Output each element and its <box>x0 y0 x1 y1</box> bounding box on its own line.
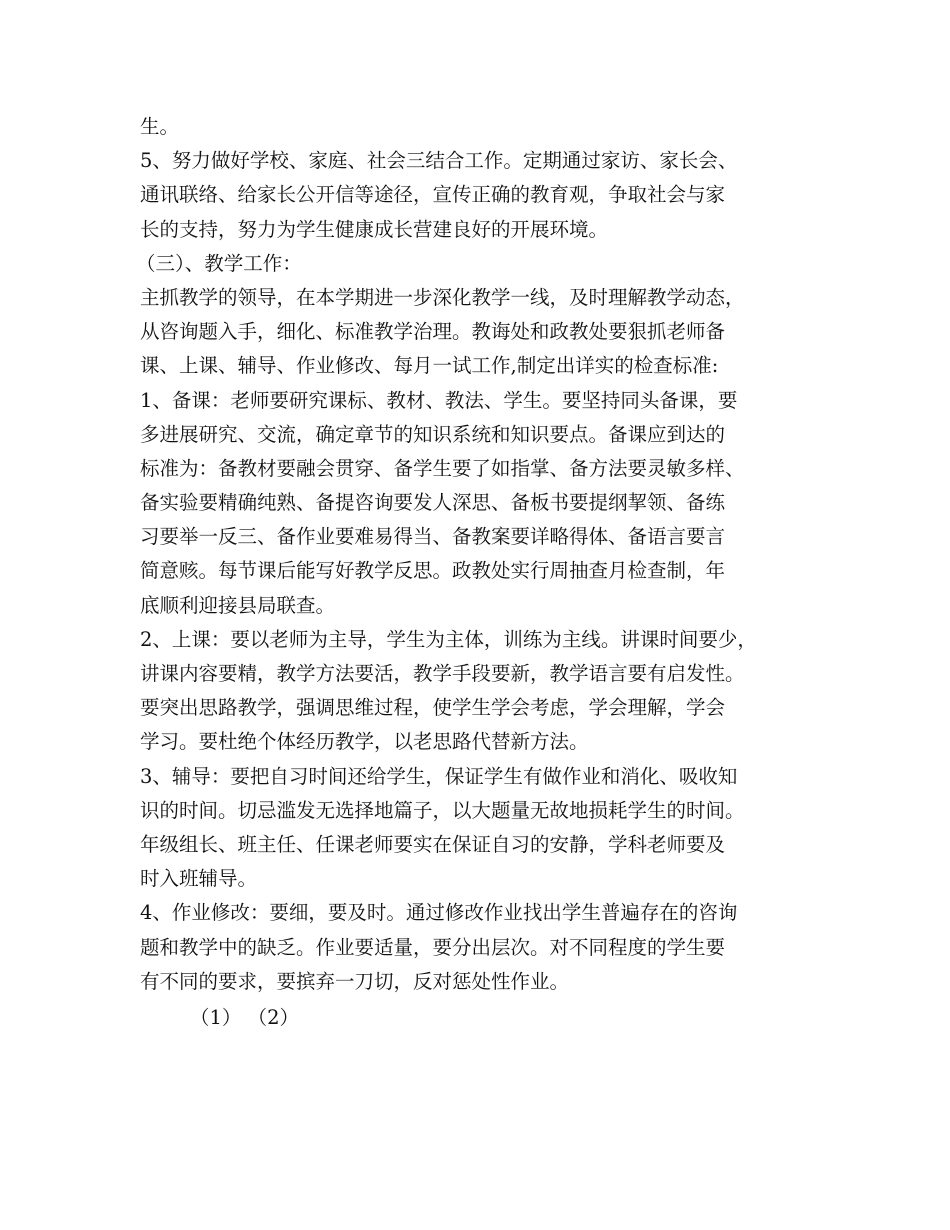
text-line: 底顺利迎接县局联查。 <box>140 593 336 617</box>
text-line: 简意赅。每节课后能写好教学反思。政教处实行周抽查月检查制，年 <box>140 559 726 583</box>
text-line: 多进展研究、交流，确定章节的知识系统和知识要点。备课应到达的 <box>140 422 726 446</box>
text-line: 有不同的要求，要摈弃一刀切，反对惩处性作业。 <box>140 969 570 993</box>
text-line: 习要举一反三、备作业要难易得当、备教案要详略得体、备语言要言 <box>140 525 726 549</box>
text-line: 时入班辅导。 <box>140 867 258 891</box>
text-line: 备实验要精确纯熟、备提咨询要发人深思、备板书要提纲挈领、备练 <box>140 491 726 515</box>
section-heading: （三）、教学工作： <box>136 251 302 275</box>
document-body <box>136 110 820 1035</box>
text-line: 主抓教学的领导，在本学期进一步深化教学一线，及时理解教学动态， <box>140 285 745 309</box>
text-line: 题和教学中的缺乏。作业要适量，要分出层次。对不同程度的学生要 <box>140 935 726 959</box>
text-line: 学习。要杜绝个体经历教学，以老思路代替新方法。 <box>140 730 589 754</box>
text-line: 4、作业修改：要细，要及时。通过修改作业找出学生普遍存在的咨询 <box>140 901 738 925</box>
list-markers: （1） （2） <box>190 1005 300 1029</box>
text-line: 年级组长、班主任、任课老师要实在保证自习的安静，学科老师要及 <box>140 832 726 856</box>
text-line: 从咨询题入手，细化、标准教学治理。教诲处和政教处要狠抓老师备 <box>140 320 726 344</box>
text-line: 生。 <box>140 115 180 138</box>
text-line: 3、辅导：要把自习时间还给学生，保证学生有做作业和消化、吸收知 <box>140 764 738 788</box>
text-line: 讲课内容要精，教学方法要活，教学手段要新，教学语言要有启发性。 <box>140 662 745 685</box>
text-line: 长的支持，努力为学生健康成长营建良好的开展环境。 <box>140 217 609 241</box>
text-line: 通讯联络、给家长公开信等途径，宣传正确的教育观，争取社会与家 <box>140 183 726 207</box>
text-line: 标准为：备教材要融会贯穿、备学生要了如指掌、备方法要灵敏多样、 <box>140 456 745 480</box>
text-line: 课、上课、辅导、作业修改、每月一试工作,制定出详实的检查标准: <box>140 354 719 378</box>
text-line: 5、努力做好学校、家庭、社会三结合工作。定期通过家访、家长会、 <box>140 149 738 173</box>
text-line: 要突出思路教学，强调思维过程，使学生学会考虑，学会理解，学会 <box>140 696 726 720</box>
text-line: 1、备课：老师要研究课标、教材、教法、学生。要坚持同头备课，要 <box>140 388 738 412</box>
text-line: 识的时间。切忌滥发无选择地篇子，以大题量无故地损耗学生的时间。 <box>140 798 745 822</box>
text-line: 2、上课：要以老师为主导，学生为主体，训练为主线。讲课时间要少， <box>140 627 757 651</box>
